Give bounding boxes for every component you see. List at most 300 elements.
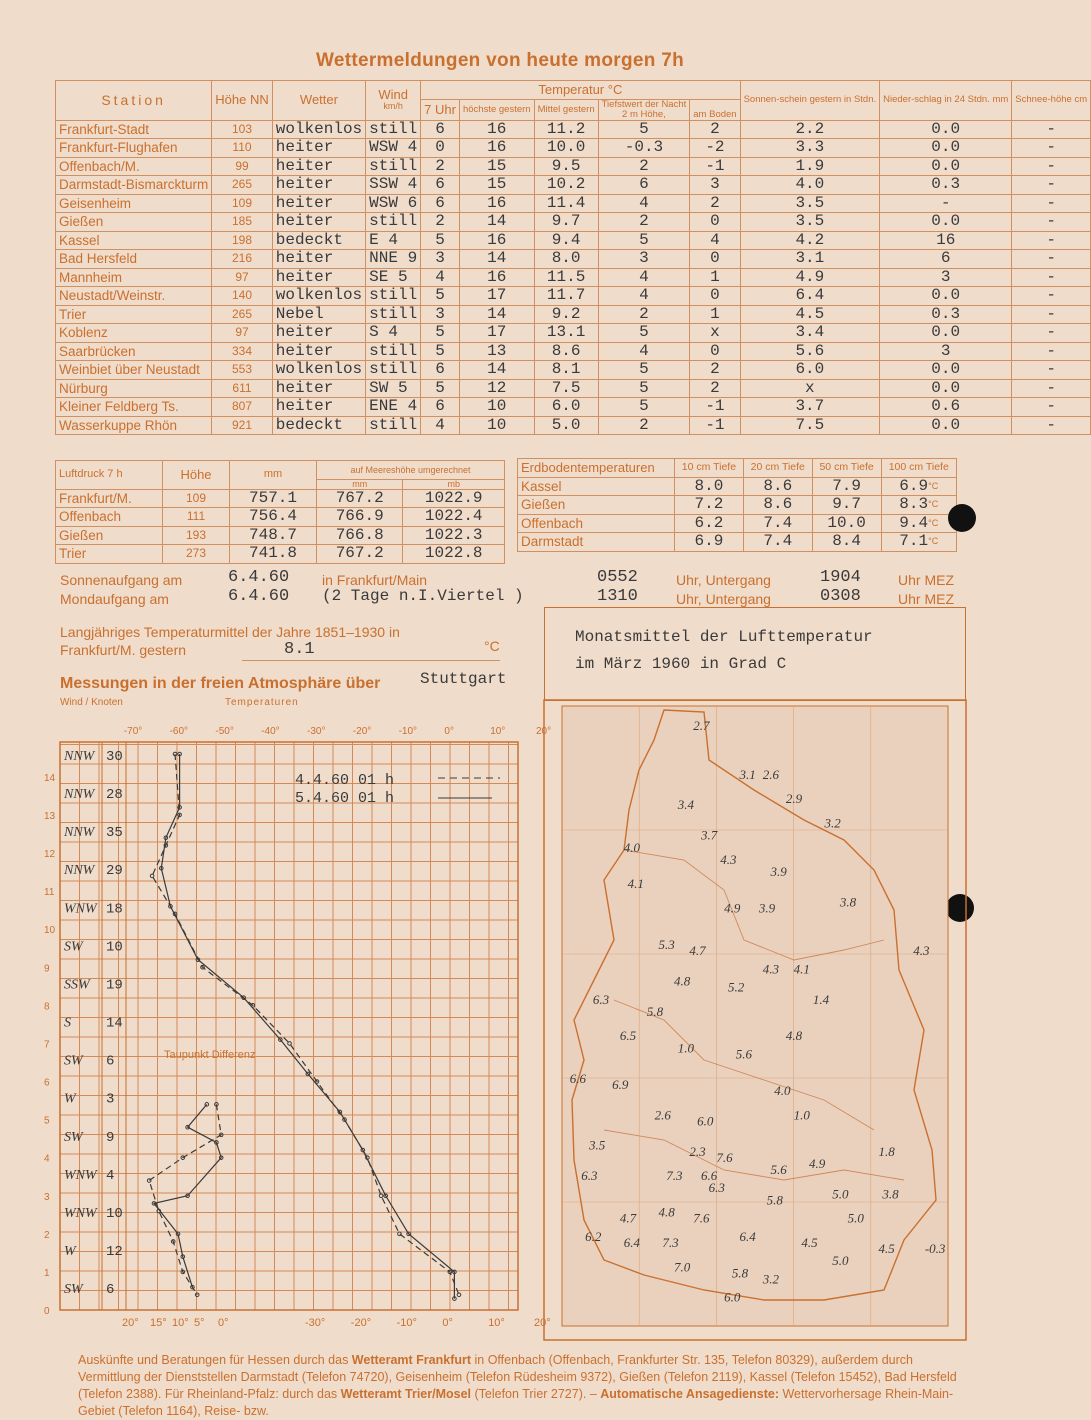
cell-schnee: - xyxy=(1012,398,1091,417)
map-value: 5.8 xyxy=(766,1192,783,1208)
table-row xyxy=(56,416,1091,435)
y-tick: 3 xyxy=(44,1191,50,1203)
cell-mittel: 8.0 xyxy=(534,250,598,269)
cell-schnee: - xyxy=(1012,268,1091,287)
map-value: 5.3 xyxy=(658,937,675,953)
cell-msl_mm: 766.9 xyxy=(317,508,403,527)
map-value: 1.0 xyxy=(677,1040,695,1056)
map-value: 3.9 xyxy=(758,900,776,916)
soil-label: Erdbodentemperaturen xyxy=(518,459,675,478)
cell-schnee: - xyxy=(1012,287,1091,306)
wind-dir: W xyxy=(64,1244,76,1260)
bottom-tick-temp: -20° xyxy=(350,1317,372,1329)
cell-msl_mm: 767.2 xyxy=(317,545,403,564)
cell-max: 17 xyxy=(459,324,534,343)
cell-c20: 7.4 xyxy=(743,533,812,552)
cell-nied: 0.3 xyxy=(880,176,1012,195)
cell-station: Frankfurt/M. xyxy=(56,489,163,508)
cell-wind: SSW 4 xyxy=(366,176,421,195)
cell-hoehe: 611 xyxy=(212,379,272,398)
map-value: 4.5 xyxy=(801,1234,818,1250)
cell-station: Kassel xyxy=(518,477,675,496)
cell-wetter: wolkenlos xyxy=(272,287,365,306)
cell-mm: 748.7 xyxy=(230,526,317,545)
cell-min2m: 5 xyxy=(598,120,690,139)
map-value: 5.8 xyxy=(646,1003,664,1019)
map-value: 6.3 xyxy=(581,1168,598,1184)
cell-hoehe: 265 xyxy=(212,176,272,195)
map-value: 6.5 xyxy=(619,1028,637,1044)
cell-sonne: 3.4 xyxy=(740,324,880,343)
profile-point xyxy=(288,1042,292,1046)
y-tick: 10 xyxy=(44,925,56,937)
tiefst-label: Tiefstwert der Nacht xyxy=(601,98,687,110)
cell-t7: 6 xyxy=(421,176,460,195)
moon-phase: (2 Tage n.I.Viertel ) xyxy=(322,587,524,605)
cell-wetter: heiter xyxy=(272,324,365,343)
bottom-tick-dew: 0° xyxy=(218,1317,229,1329)
cell-wetter: heiter xyxy=(272,342,365,361)
cell-c50: 7.9 xyxy=(812,477,881,496)
cell-sonne: 7.5 xyxy=(740,416,880,435)
cell-c10: 6.2 xyxy=(675,514,744,533)
cell-sonne: 6.0 xyxy=(740,361,880,380)
cell-nied: 0.0 xyxy=(880,120,1012,139)
profile-point xyxy=(147,1179,151,1183)
wind-speed: 10 xyxy=(106,1205,123,1222)
cell-c50: 10.0 xyxy=(812,514,881,533)
cell-nied: 0.0 xyxy=(880,416,1012,435)
cell-max: 14 xyxy=(459,361,534,380)
cell-min2m: -0.3 xyxy=(598,139,690,158)
y-tick: 14 xyxy=(44,772,56,784)
map-value: 6.6 xyxy=(569,1070,586,1086)
map-value: -0.3 xyxy=(924,1241,946,1257)
pressure-col-msl-mm: mm xyxy=(317,479,403,489)
map-value: 3.2 xyxy=(824,815,841,831)
col-temperatur: Temperatur °C xyxy=(421,81,740,100)
cell-nied: 0.0 xyxy=(880,213,1012,232)
top-tick: 10° xyxy=(490,726,506,737)
footer-p3: (Telefon Trier 2727). – xyxy=(471,1387,601,1401)
cell-wind: still xyxy=(366,120,421,139)
cell-station: Koblenz xyxy=(56,324,212,343)
cell-c10: 7.2 xyxy=(675,496,744,515)
map-value: 6.3 xyxy=(592,991,610,1007)
cell-t7: 3 xyxy=(421,250,460,269)
cell-schnee: - xyxy=(1012,361,1091,380)
bottom-tick-temp: 20° xyxy=(534,1317,551,1329)
map-value: 1.0 xyxy=(793,1107,810,1123)
cell-station: Bad Hersfeld xyxy=(56,250,212,269)
soil-col-100: 100 cm Tiefe xyxy=(881,459,956,478)
unit-label: °C xyxy=(928,480,939,491)
cell-sonne: 3.5 xyxy=(740,194,880,213)
cell-msl_mm: 767.2 xyxy=(317,489,403,508)
cell-min2m: 5 xyxy=(598,231,690,250)
cell-mittel: 11.2 xyxy=(534,120,598,139)
cell-wind: still xyxy=(366,361,421,380)
cell-c50: 9.7 xyxy=(812,496,881,515)
wind-speed: 4 xyxy=(106,1167,115,1184)
cell-c50: 8.4 xyxy=(812,533,881,552)
cell-mittel: 8.6 xyxy=(534,342,598,361)
map-value: 3.8 xyxy=(839,894,857,910)
cell-mittel: 11.7 xyxy=(534,287,598,306)
cell-c10: 6.9 xyxy=(675,533,744,552)
cell-min2m: 5 xyxy=(598,324,690,343)
cell-station: Mannheim xyxy=(56,268,212,287)
taupunkt-label: Taupunkt Differenz xyxy=(164,1049,256,1061)
map-value: 2.3 xyxy=(689,1143,706,1159)
cell-mittel: 7.5 xyxy=(534,379,598,398)
cell-t7: 4 xyxy=(421,416,460,435)
cell-nied: 0.0 xyxy=(880,324,1012,343)
cell-min2m: 4 xyxy=(598,287,690,306)
y-tick: 8 xyxy=(44,1001,50,1013)
cell-t7: 4 xyxy=(421,268,460,287)
cell-sonne: 4.5 xyxy=(740,305,880,324)
cell-station: Darmstadt xyxy=(518,533,675,552)
map-title-line1: Monatsmittel der Lufttemperatur xyxy=(575,628,873,646)
cell-hoehe: 198 xyxy=(212,231,272,250)
col-t7: 7 Uhr xyxy=(421,99,460,120)
col-nieder: Nieder-schlag in 24 Stdn. mm xyxy=(880,81,1012,121)
cell-wetter: Nebel xyxy=(272,305,365,324)
cell-mittel: 8.1 xyxy=(534,361,598,380)
cell-t7: 5 xyxy=(421,287,460,306)
pressure-table xyxy=(55,460,505,564)
dewpoint-profile-4-4 xyxy=(154,1104,221,1287)
map-value: 4.1 xyxy=(627,876,644,892)
bottom-tick-temp: 10° xyxy=(488,1317,505,1329)
y-tick: 11 xyxy=(44,887,55,899)
footer-p2: in Offenbach (Offenbach, Frankfurter Str. 135, Telefon 80329), außerdem durch Vermittlung der Dienststellen Darmstadt (Telefon 74720), Geisenheim (Telefon Rüdesheim 9372), Gießen (Telefon 2119), Kassel (Telefon 15452), Bad Hersfeld (Telefon 2388). Für Rheinland-Pfalz: durch das xyxy=(78,1353,957,1401)
top-tick: -30° xyxy=(307,726,326,737)
wind-dir: NNW xyxy=(64,863,95,879)
cell-min2m: 4 xyxy=(598,342,690,361)
map-value: 7.6 xyxy=(693,1210,710,1226)
legend-1: 4.4.60 01 h xyxy=(295,772,395,789)
footer-p1: Auskünfte und Beratungen für Hessen durch das xyxy=(78,1353,352,1367)
map-value: 7.6 xyxy=(716,1149,733,1165)
cell-sonne: 3.7 xyxy=(740,398,880,417)
temperature-map xyxy=(544,700,966,1340)
cell-mittel: 5.0 xyxy=(534,416,598,435)
table-row xyxy=(56,194,1091,213)
cell-hoehe: 273 xyxy=(163,545,230,564)
cell-max: 15 xyxy=(459,176,534,195)
cell-hoehe: 807 xyxy=(212,398,272,417)
cell-mittel: 9.5 xyxy=(534,157,598,176)
cell-wind: still xyxy=(366,157,421,176)
cell-wetter: bedeckt xyxy=(272,231,365,250)
cell-wetter: bedeckt xyxy=(272,416,365,435)
cell-station: Weinbiet über Neustadt xyxy=(56,361,212,380)
map-value: 4.3 xyxy=(762,961,779,977)
map-value: 5.6 xyxy=(770,1162,787,1177)
atmos-place: Stuttgart xyxy=(420,670,507,688)
cell-schnee: - xyxy=(1012,305,1091,324)
moon-set: 0308 xyxy=(820,587,861,606)
table-row xyxy=(56,213,1091,232)
map-value: 6.2 xyxy=(585,1228,602,1244)
cell-max: 16 xyxy=(459,194,534,213)
map-value: 7.3 xyxy=(662,1234,679,1250)
cell-hoehe: 97 xyxy=(212,324,272,343)
map-value: 6.0 xyxy=(697,1113,714,1129)
cell-wetter: heiter xyxy=(272,176,365,195)
cell-nied: 16 xyxy=(880,231,1012,250)
page-title: Wettermeldungen von heute morgen 7h xyxy=(315,50,685,71)
wind-speed: 10 xyxy=(106,939,123,956)
table-row xyxy=(56,250,1091,269)
cell-max: 16 xyxy=(459,231,534,250)
cell-minb: 2 xyxy=(690,361,740,380)
wind-speed: 3 xyxy=(106,1091,115,1108)
cell-c100 xyxy=(881,496,956,515)
cell-minb: 1 xyxy=(690,305,740,324)
cell-station: Gießen xyxy=(518,496,675,515)
wind-unit: km/h xyxy=(383,100,403,111)
cell-hoehe: 334 xyxy=(212,342,272,361)
tiefst-2m-label: 2 m Höhe, xyxy=(622,108,666,120)
sun-mez: Uhr MEZ xyxy=(898,572,954,588)
wind-speed: 12 xyxy=(106,1244,123,1261)
cell-wind: still xyxy=(366,213,421,232)
map-value: 3.7 xyxy=(700,827,718,843)
cell-station: Gießen xyxy=(56,526,163,545)
cell-min2m: 5 xyxy=(598,398,690,417)
moon-untergang-label: Uhr, Untergang xyxy=(676,591,771,607)
cell-hoehe: 109 xyxy=(163,489,230,508)
cell-max: 16 xyxy=(459,139,534,158)
map-value: 4.0 xyxy=(623,839,641,855)
bottom-tick-temp: 0° xyxy=(442,1317,453,1329)
cell-nied: 6 xyxy=(880,250,1012,269)
cell-mittel: 9.2 xyxy=(534,305,598,324)
profile-point xyxy=(150,874,154,878)
cell-hoehe: 265 xyxy=(212,305,272,324)
cell-c100 xyxy=(881,477,956,496)
cell-t7: 3 xyxy=(421,305,460,324)
cell-c100 xyxy=(881,533,956,552)
col-min2m xyxy=(598,99,690,120)
table-row xyxy=(56,526,505,545)
cell-min2m: 3 xyxy=(598,250,690,269)
map-value: 4.8 xyxy=(785,1028,803,1044)
cell-minb: 2 xyxy=(690,120,740,139)
cell-hoehe: 216 xyxy=(212,250,272,269)
cell-max: 16 xyxy=(459,120,534,139)
cell-min2m: 2 xyxy=(598,416,690,435)
cell-c20: 8.6 xyxy=(743,496,812,515)
cell-station: Offenbach xyxy=(518,514,675,533)
map-value: 4.0 xyxy=(774,1082,791,1098)
pressure-col-mm: mm xyxy=(230,461,317,490)
cell-c100 xyxy=(881,514,956,533)
cell-max: 13 xyxy=(459,342,534,361)
wind-dir: NNW xyxy=(64,825,95,841)
cell-max: 14 xyxy=(459,305,534,324)
bottom-tick-dew: 20° xyxy=(122,1317,139,1329)
profile-point xyxy=(457,1293,461,1297)
cell-station: Trier xyxy=(56,305,212,324)
cell-mb: 1022.3 xyxy=(403,526,505,545)
cell-t7: 6 xyxy=(421,194,460,213)
cell-sonne: 2.2 xyxy=(740,120,880,139)
wind-speed: 9 xyxy=(106,1129,115,1146)
cell-nied: 0.0 xyxy=(880,287,1012,306)
cell-hoehe: 140 xyxy=(212,287,272,306)
map-value: 5.0 xyxy=(847,1210,864,1226)
cell-sonne: 4.2 xyxy=(740,231,880,250)
footer-wetteramt-trier: Wetteramt Trier/Mosel xyxy=(340,1387,472,1401)
cell-sonne: x xyxy=(740,379,880,398)
cell-minb: 1 xyxy=(690,268,740,287)
unit-label: °C xyxy=(928,536,939,547)
wind-dir: S xyxy=(64,1015,71,1031)
cell-nied: 3 xyxy=(880,268,1012,287)
y-tick: 9 xyxy=(44,963,50,975)
atmos-title: Messungen in der freien Atmosphäre über xyxy=(60,675,381,692)
cell-schnee: - xyxy=(1012,231,1091,250)
cell-schnee: - xyxy=(1012,324,1091,343)
cell-t7: 2 xyxy=(421,213,460,232)
map-value: 3.8 xyxy=(882,1186,899,1202)
cell-mittel: 13.1 xyxy=(534,324,598,343)
map-value: 5.0 xyxy=(832,1186,849,1202)
wind-dir: SW xyxy=(64,1053,83,1069)
cell-minb: 0 xyxy=(690,213,740,232)
cell-min2m: 4 xyxy=(598,194,690,213)
wind-speed: 14 xyxy=(106,1015,123,1032)
cell-minb: 2 xyxy=(690,194,740,213)
temp-profile-5-4 xyxy=(152,754,459,1295)
unit-label: °C xyxy=(928,517,939,528)
col-hoehe: Höhe NN xyxy=(212,81,272,121)
unit-label: °C xyxy=(928,499,939,510)
table-row xyxy=(56,176,1091,195)
map-value: 6.0 xyxy=(724,1289,741,1305)
top-tick: 20° xyxy=(536,726,552,737)
cell-mm: 756.4 xyxy=(230,508,317,527)
cell-hoehe: 921 xyxy=(212,416,272,435)
cell-wetter: wolkenlos xyxy=(272,120,365,139)
cell-max: 12 xyxy=(459,379,534,398)
cell-max: 10 xyxy=(459,398,534,417)
cell-station: Frankfurt-Stadt xyxy=(56,120,212,139)
table-row xyxy=(56,379,1091,398)
cell-minb: 3 xyxy=(690,176,740,195)
top-tick: -70° xyxy=(123,726,143,737)
profile-point xyxy=(398,1232,402,1236)
wind-speed: 29 xyxy=(106,863,123,880)
map-value: 3.4 xyxy=(677,797,695,813)
cell-value: 8.3 xyxy=(899,495,929,514)
cell-wetter: heiter xyxy=(272,268,365,287)
cell-max: 14 xyxy=(459,250,534,269)
cell-schnee: - xyxy=(1012,194,1091,213)
sun-place: in Frankfurt/Main xyxy=(322,572,428,588)
cell-value: 6.9 xyxy=(899,476,929,495)
cell-station: Offenbach/M. xyxy=(56,157,212,176)
cell-wetter: heiter xyxy=(272,379,365,398)
atmos-wind-label: Wind / Knoten xyxy=(60,697,123,708)
y-tick: 2 xyxy=(44,1229,50,1241)
cell-mittel: 9.7 xyxy=(534,213,598,232)
cell-nied: 0.0 xyxy=(880,379,1012,398)
cell-station: Gießen xyxy=(56,213,212,232)
soil-table xyxy=(517,458,957,552)
cell-min2m: 2 xyxy=(598,213,690,232)
cell-minb: -2 xyxy=(690,139,740,158)
table-row xyxy=(56,231,1091,250)
cell-hoehe: 99 xyxy=(212,157,272,176)
wind-speed: 6 xyxy=(106,1053,115,1070)
col-max: höchste gestern xyxy=(459,99,534,120)
top-tick: -10° xyxy=(398,726,418,737)
map-title-line2: im März 1960 in Grad C xyxy=(575,655,787,673)
cell-station: Darmstadt-Bismarckturm xyxy=(56,176,212,195)
map-value: 1.8 xyxy=(878,1143,895,1159)
cell-nied: - xyxy=(880,194,1012,213)
cell-hoehe: 553 xyxy=(212,361,272,380)
y-tick: 5 xyxy=(44,1115,50,1127)
col-sonne: Sonnen-schein gestern in Stdn. xyxy=(740,81,880,121)
cell-hoehe: 111 xyxy=(163,508,230,527)
cell-msl_mm: 766.8 xyxy=(317,526,403,545)
top-tick: 0° xyxy=(444,726,454,737)
cell-wind: E 4 xyxy=(366,231,421,250)
bottom-tick-dew: 10° xyxy=(172,1317,189,1329)
cell-mittel: 10.0 xyxy=(534,139,598,158)
cell-max: 14 xyxy=(459,213,534,232)
pressure-col-mb: mb xyxy=(403,479,505,489)
cell-wind: still xyxy=(366,287,421,306)
cell-wind: still xyxy=(366,342,421,361)
map-value: 6.4 xyxy=(623,1234,641,1250)
cell-minb: 0 xyxy=(690,250,740,269)
footer-ansagedienste: Automatische Ansagedienste: xyxy=(600,1387,779,1401)
pressure-label: Luftdruck 7 h xyxy=(56,461,163,490)
cell-min2m: 2 xyxy=(598,157,690,176)
moon-rise: 1310 xyxy=(597,587,638,606)
cell-t7: 6 xyxy=(421,398,460,417)
cell-mittel: 9.4 xyxy=(534,231,598,250)
table-row xyxy=(56,157,1091,176)
col-station: Station xyxy=(56,81,212,121)
cell-wetter: wolkenlos xyxy=(272,361,365,380)
footer-text xyxy=(78,1352,958,1420)
col-minb xyxy=(690,99,740,120)
map-value: 3.9 xyxy=(770,864,787,880)
table-row xyxy=(56,342,1091,361)
col-wetter: Wetter xyxy=(272,81,365,121)
table-row xyxy=(56,287,1091,306)
cell-t7: 6 xyxy=(421,120,460,139)
cell-min2m: 5 xyxy=(598,361,690,380)
y-tick: 13 xyxy=(44,810,56,822)
wind-dir: SSW xyxy=(64,977,90,993)
col-mittel: Mittel gestern xyxy=(534,99,598,120)
map-value: 3.5 xyxy=(589,1137,606,1153)
top-tick: -20° xyxy=(352,726,372,737)
col-wind xyxy=(366,81,421,121)
cell-station: Nürburg xyxy=(56,379,212,398)
wind-speed: 18 xyxy=(106,901,123,918)
cell-sonne: 6.4 xyxy=(740,287,880,306)
